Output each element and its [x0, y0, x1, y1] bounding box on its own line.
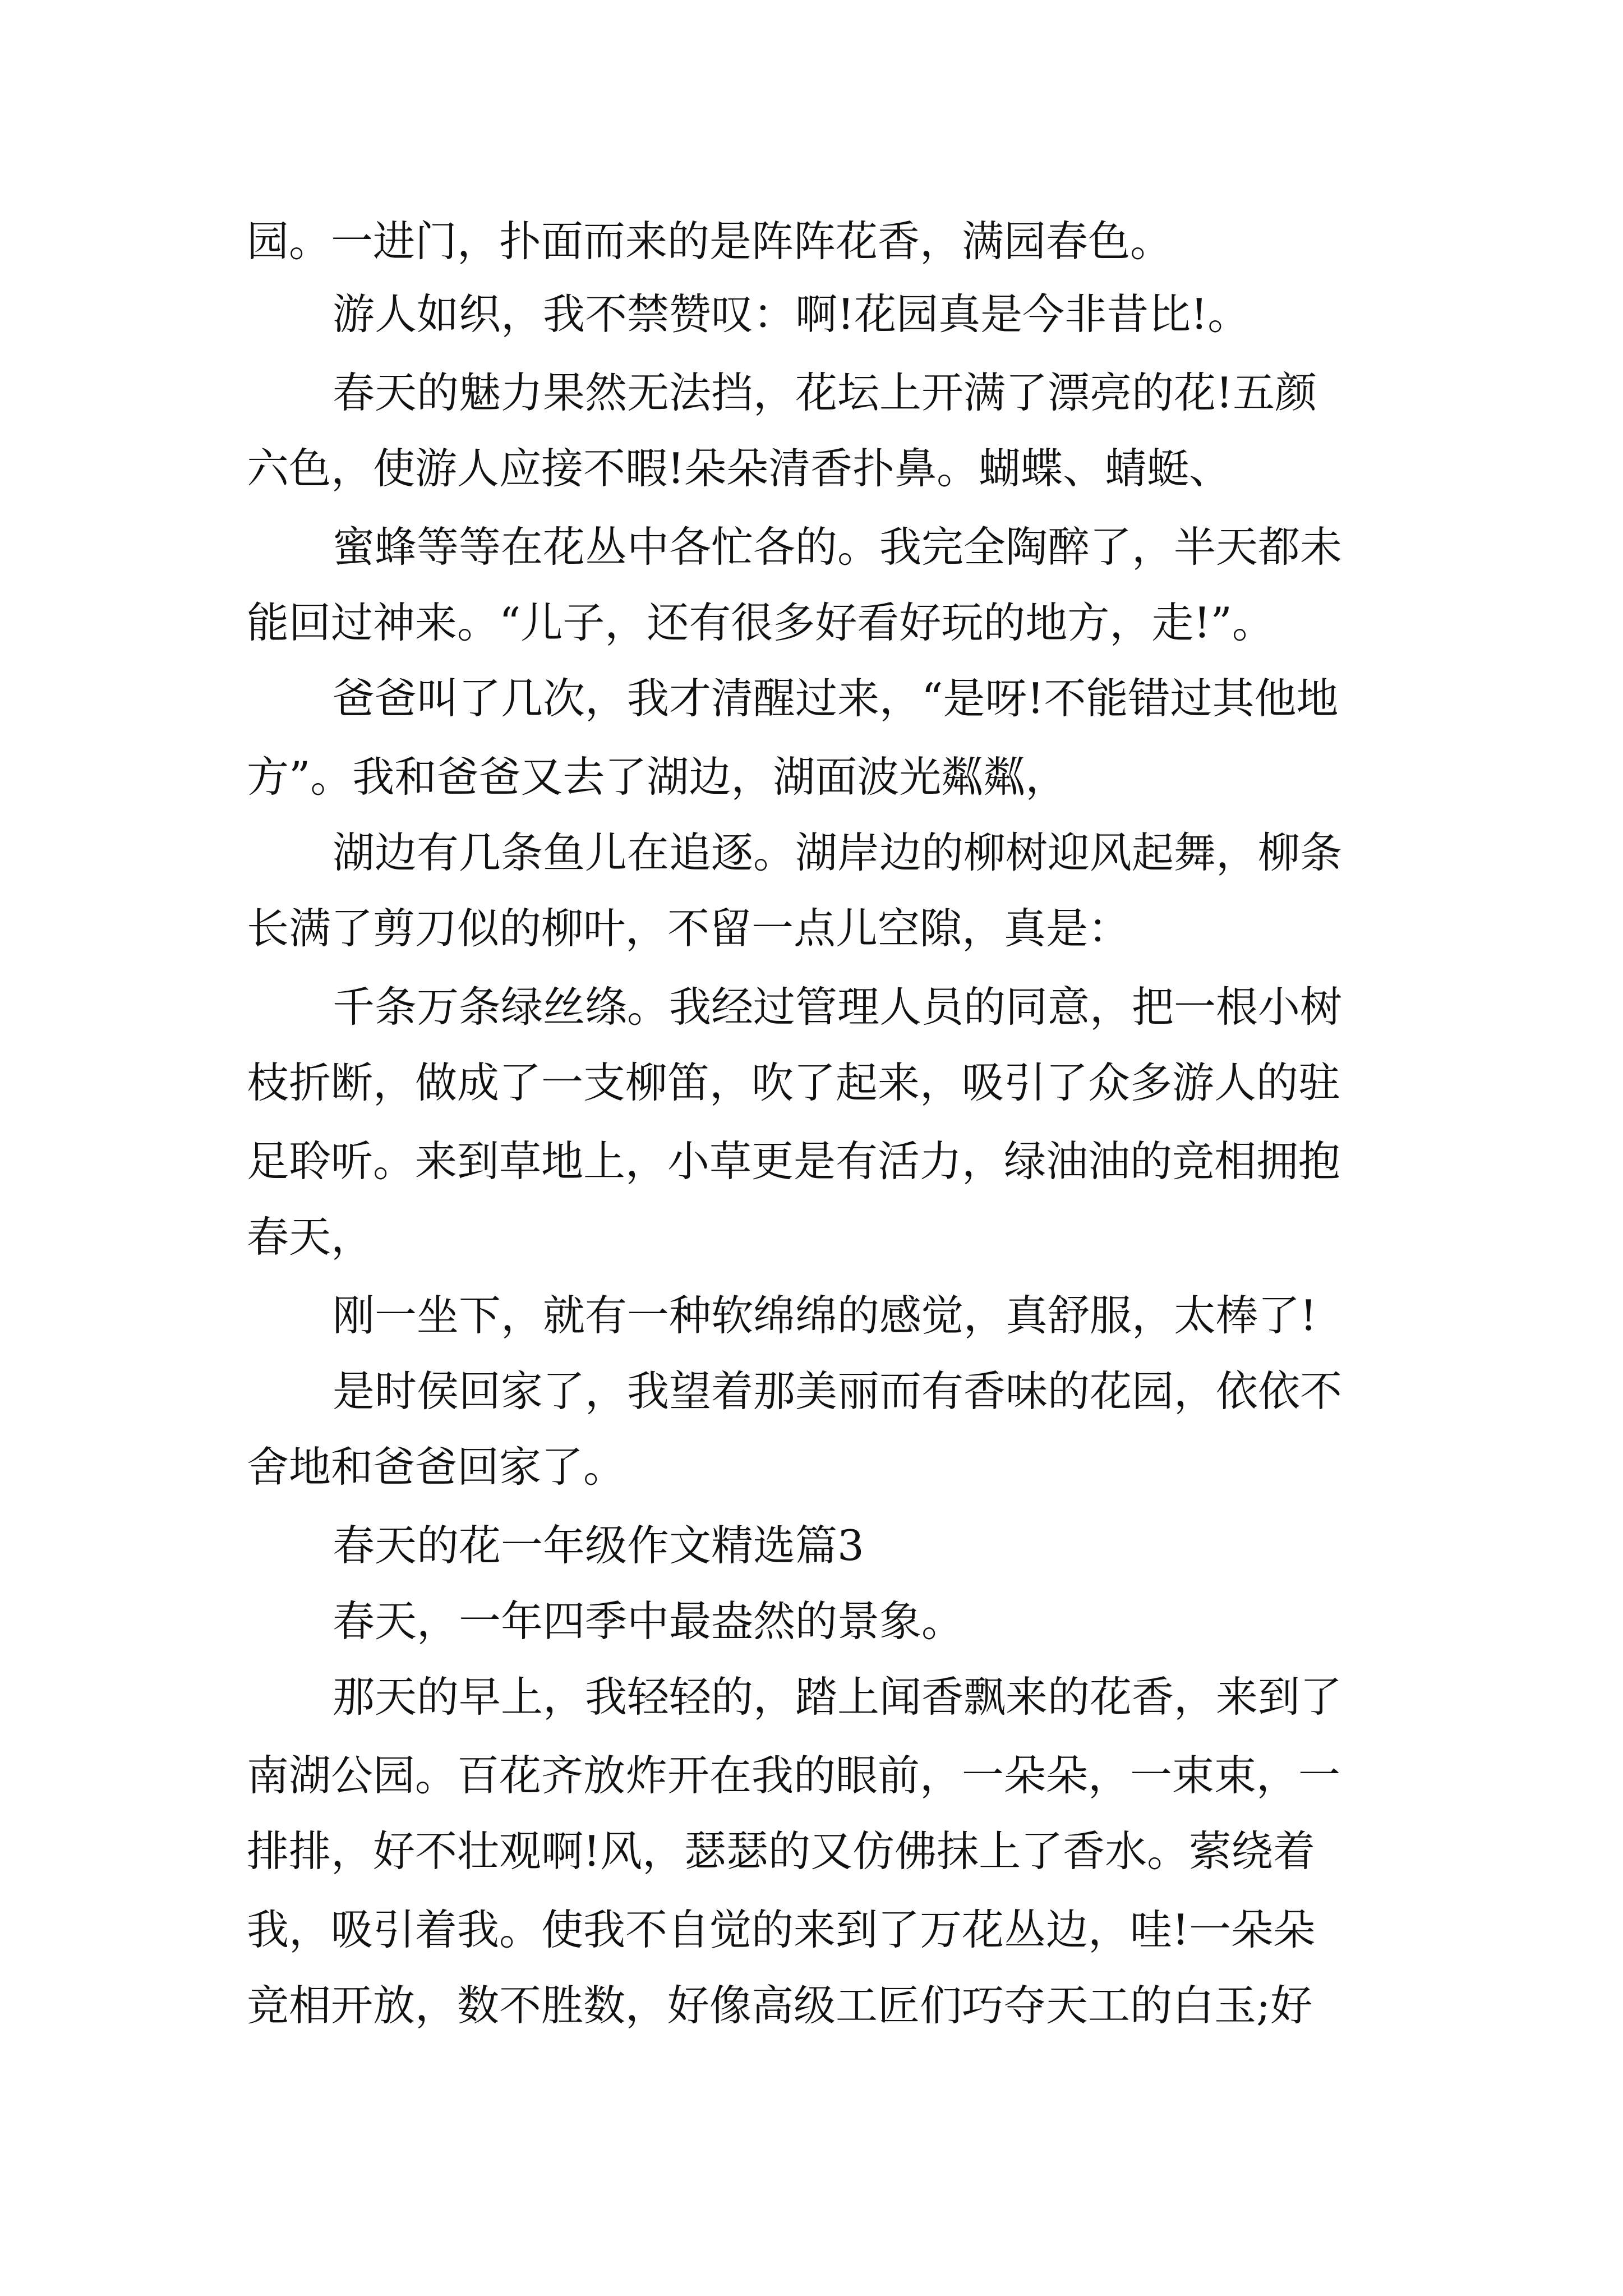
text-line: 长满了剪刀似的柳叶，不留一点儿空隙，真是： [247, 904, 1131, 953]
text-line: 是时侯回家了，我望着那美丽而有香味的花园，依依不 [333, 1366, 1343, 1416]
text-line: 春天， [247, 1212, 374, 1262]
text-line: 六色，使游人应接不暇!朵朵清香扑鼻。蝴蝶、蜻蜓、 [247, 444, 1232, 493]
text-line: 竞相开放，数不胜数，好像高级工匠们巧夺天工的白玉;好 [247, 1981, 1313, 2030]
section-heading: 春天的花一年级作文精选篇3 [333, 1521, 864, 1570]
text-line: 蜜蜂等等在花丛中各忙各的。我完全陶醉了，半天都未 [333, 522, 1343, 572]
text-line: 春天，一年四季中最盎然的景象。 [333, 1596, 964, 1646]
text-line: 排排，好不壮观啊!风，瑟瑟的又仿佛抹上了香水。萦绕着 [247, 1826, 1316, 1876]
text-line: 舍地和爸爸回家了。 [247, 1442, 626, 1492]
text-line: 湖边有几条鱼儿在追逐。湖岸边的柳树迎风起舞，柳条 [333, 828, 1343, 877]
text-line: 足聆听。来到草地上，小草更是有活力，绿油油的竞相拥抱 [247, 1137, 1341, 1186]
text-line: 爸爸叫了几次，我才清醒过来，“是呀!不能错过其他地 [333, 674, 1339, 723]
text-line: 南湖公园。百花齐放炸开在我的眼前，一朵朵，一束束，一 [247, 1751, 1341, 1800]
text-line: 那天的早上，我轻轻的，踏上闻香飘来的花香，来到了 [333, 1672, 1343, 1722]
text-line: 游人如织，我不禁赞叹：啊!花园真是今非昔比!。 [333, 289, 1250, 339]
text-line: 刚一坐下，就有一种软绵绵的感觉，真舒服，太棒了! [333, 1291, 1317, 1340]
text-line: 我，吸引着我。使我不自觉的来到了万花丛边，哇!一朵朵 [247, 1905, 1316, 1954]
text-line: 能回过神来。“儿子，还有很多好看好玩的地方，走!”。 [247, 598, 1274, 647]
text-line: 春天的魅力果然无法挡，花坛上开满了漂亮的花!五颜 [333, 368, 1317, 417]
text-line: 方”。我和爸爸又去了湖边，湖面波光粼粼， [247, 752, 1068, 802]
text-line: 园。一进门，扑面而来的是阵阵花香，满园春色。 [247, 217, 1173, 266]
text-line: 枝折断，做成了一支柳笛，吹了起来，吸引了众多游人的驻 [247, 1058, 1341, 1107]
text-line: 千条万条绿丝绦。我经过管理人员的同意，把一根小树 [333, 982, 1343, 1032]
